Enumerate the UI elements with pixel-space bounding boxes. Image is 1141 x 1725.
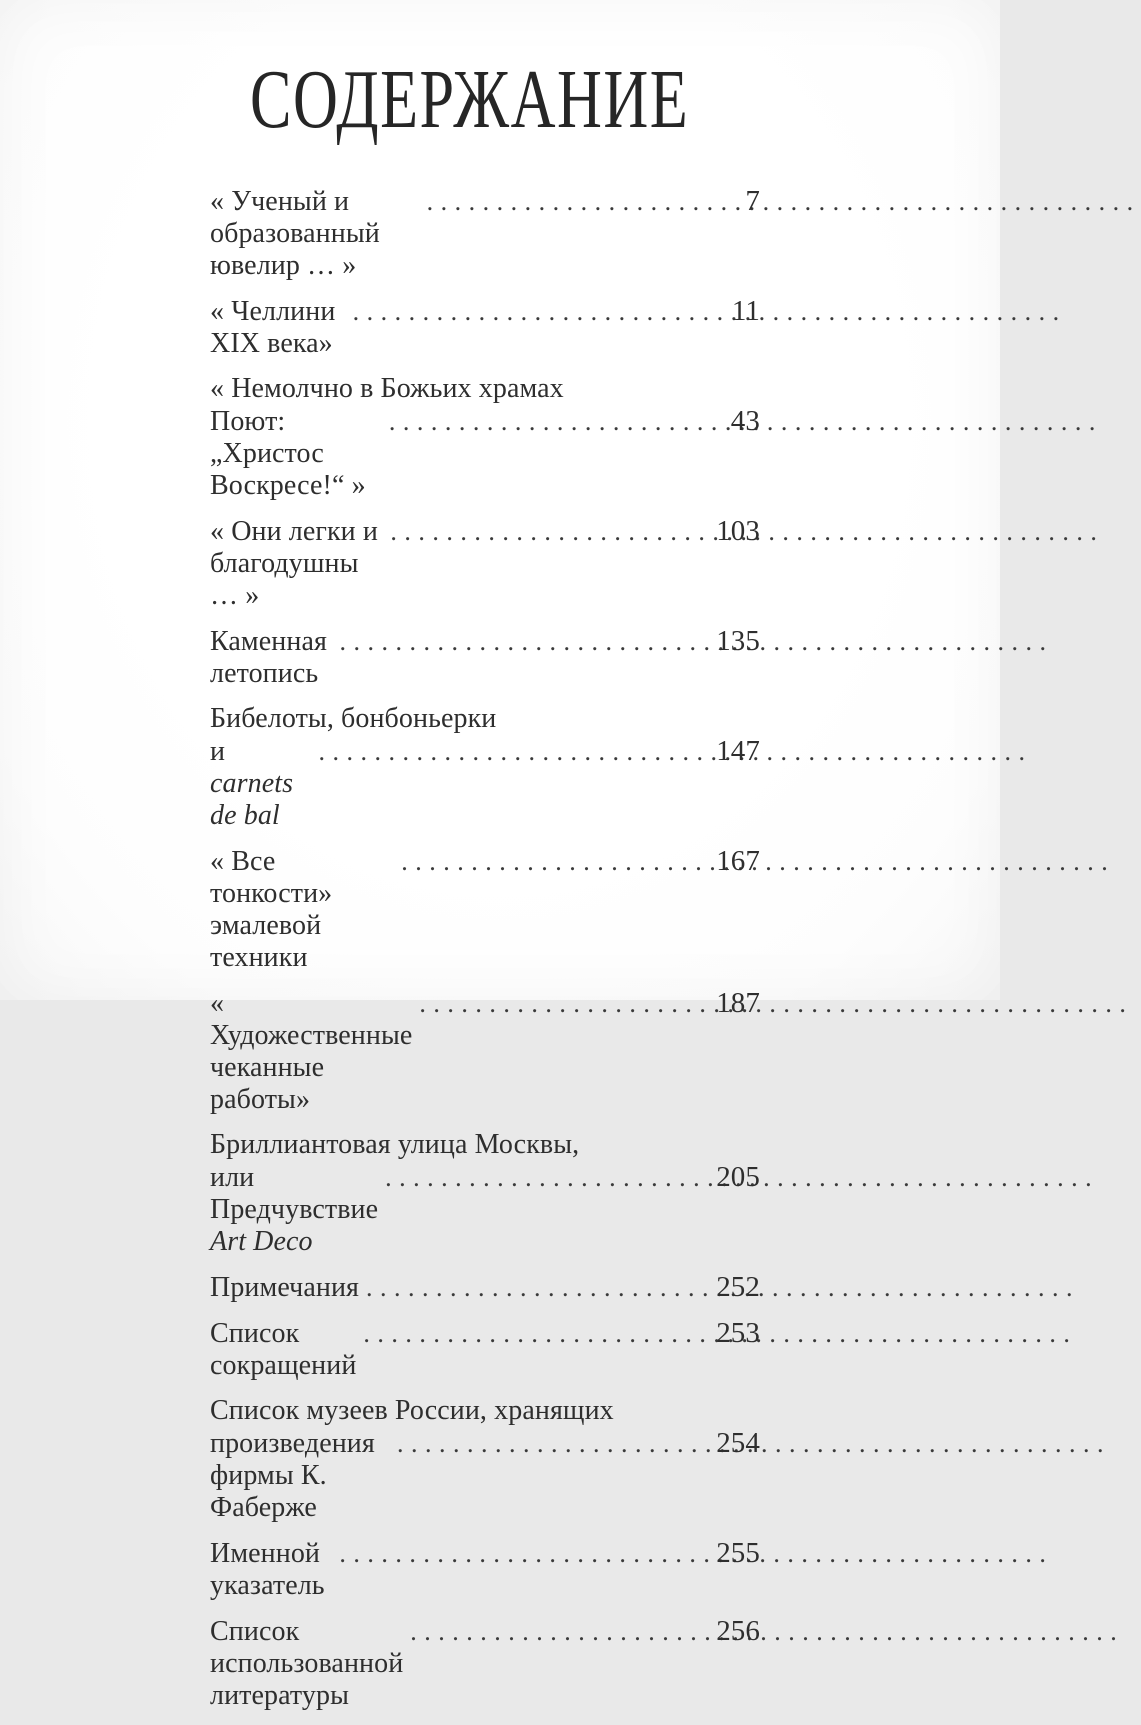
- dot-leader: [403, 1616, 716, 1648]
- toc-page-number: 187: [716, 987, 760, 1019]
- toc-entry-line: [210, 1537, 760, 1602]
- toc-entry-line: [210, 185, 760, 282]
- toc-entry-text: Каменная летопись: [210, 626, 335, 689]
- toc-entry: [210, 373, 760, 502]
- toc-entry-text: Список использованной литературы: [210, 1616, 411, 1711]
- dot-leader: [390, 1428, 716, 1460]
- toc-entry: [210, 295, 760, 360]
- toc-entry-text: « Немолчно в Божьих храмах: [210, 373, 564, 404]
- toc-entry: [210, 1615, 760, 1712]
- toc-entry-text: Список сокращений: [210, 1318, 357, 1381]
- dot-leader: [312, 736, 717, 768]
- toc-entry-line: [210, 1427, 760, 1524]
- toc-entry-line: [210, 735, 760, 832]
- toc-entry-line: [210, 987, 760, 1116]
- toc-page-number: 205: [716, 1161, 760, 1193]
- toc-entry-text: Список музеев России, хранящих: [210, 1395, 614, 1426]
- dot-leader: [382, 406, 731, 438]
- toc-entry-text: или Предчувствие Art Deco: [210, 1162, 386, 1257]
- toc-entry-text: « Художественные чеканные работы»: [210, 988, 420, 1115]
- toc-entry-text: « Они легки и благодушны … »: [210, 516, 386, 611]
- toc-page-number: 103: [716, 515, 760, 547]
- toc-entry: [210, 987, 760, 1116]
- toc-page-number: 43: [730, 405, 760, 437]
- toc-page-number: 255: [716, 1537, 760, 1569]
- toc-entry: [210, 703, 760, 832]
- toc-entry-line: [210, 405, 760, 502]
- toc-entry-line: [210, 845, 760, 974]
- toc-page-number: 254: [716, 1427, 760, 1459]
- toc-page-number: 147: [716, 735, 760, 767]
- dot-leader: [383, 516, 716, 548]
- toc-entry: [210, 515, 760, 612]
- toc-entry-text: Именной указатель: [210, 1538, 328, 1601]
- dot-leader: [420, 186, 746, 218]
- toc-entry-line: [210, 1317, 760, 1382]
- dot-leader: [356, 1318, 716, 1350]
- toc-entry-line: [210, 1161, 760, 1258]
- toc-entry: [210, 185, 760, 282]
- dot-leader: [412, 988, 716, 1020]
- toc-entry-text: и carnets de bal: [210, 736, 301, 831]
- toc-entry-text: Поют: „Христос Воскресе!“ »: [210, 406, 366, 501]
- dot-leader: [332, 1538, 716, 1570]
- dot-leader: [333, 626, 717, 658]
- dot-leader: [359, 1272, 716, 1304]
- toc-page-number: 11: [731, 295, 760, 327]
- toc-page-number: 7: [745, 185, 760, 217]
- toc-entry-line: [210, 515, 760, 612]
- toc-entry-line: [210, 1615, 760, 1712]
- toc-page-number: 167: [716, 845, 760, 877]
- toc-entry-text: произведения фирмы К. Фаберже: [210, 1428, 382, 1523]
- toc-entry-line: [210, 625, 760, 690]
- toc-entry-line: [210, 1129, 760, 1161]
- toc-entry-text: Примечания: [210, 1272, 360, 1303]
- toc-entry: [210, 1537, 760, 1602]
- toc-entry-text: « Челлини XIX века»: [210, 296, 343, 359]
- dot-leader: [378, 1162, 716, 1194]
- toc-page-number: 256: [716, 1615, 760, 1647]
- toc-entry-line: [210, 295, 760, 360]
- toc-entry-text: Бибелоты, бонбоньерки: [210, 703, 497, 734]
- page-title: СОДЕРЖАНИЕ: [250, 53, 690, 146]
- toc-entry-line: [210, 703, 760, 735]
- toc-entry-text: « Все тонкости» эмалевой техники: [210, 846, 340, 973]
- dot-leader: [346, 296, 732, 328]
- toc-list: [210, 185, 760, 1725]
- toc-entry: [210, 1395, 760, 1524]
- toc-entry-text: « Ученый и образованный ювелир … »: [210, 186, 387, 281]
- toc-entry-line: [210, 373, 760, 405]
- toc-page-number: 252: [716, 1271, 760, 1303]
- toc-entry: [210, 625, 760, 690]
- toc-entry: [210, 845, 760, 974]
- dot-leader: [394, 846, 716, 878]
- toc-entry-text: Бриллиантовая улица Москвы,: [210, 1129, 580, 1160]
- toc-entry: [210, 1317, 760, 1382]
- toc-entry: [210, 1129, 760, 1258]
- toc-page-number: 253: [716, 1317, 760, 1349]
- toc-entry-line: [210, 1395, 760, 1427]
- toc-entry-line: [210, 1271, 760, 1304]
- toc-page-number: 135: [716, 625, 760, 657]
- toc-entry: [210, 1271, 760, 1304]
